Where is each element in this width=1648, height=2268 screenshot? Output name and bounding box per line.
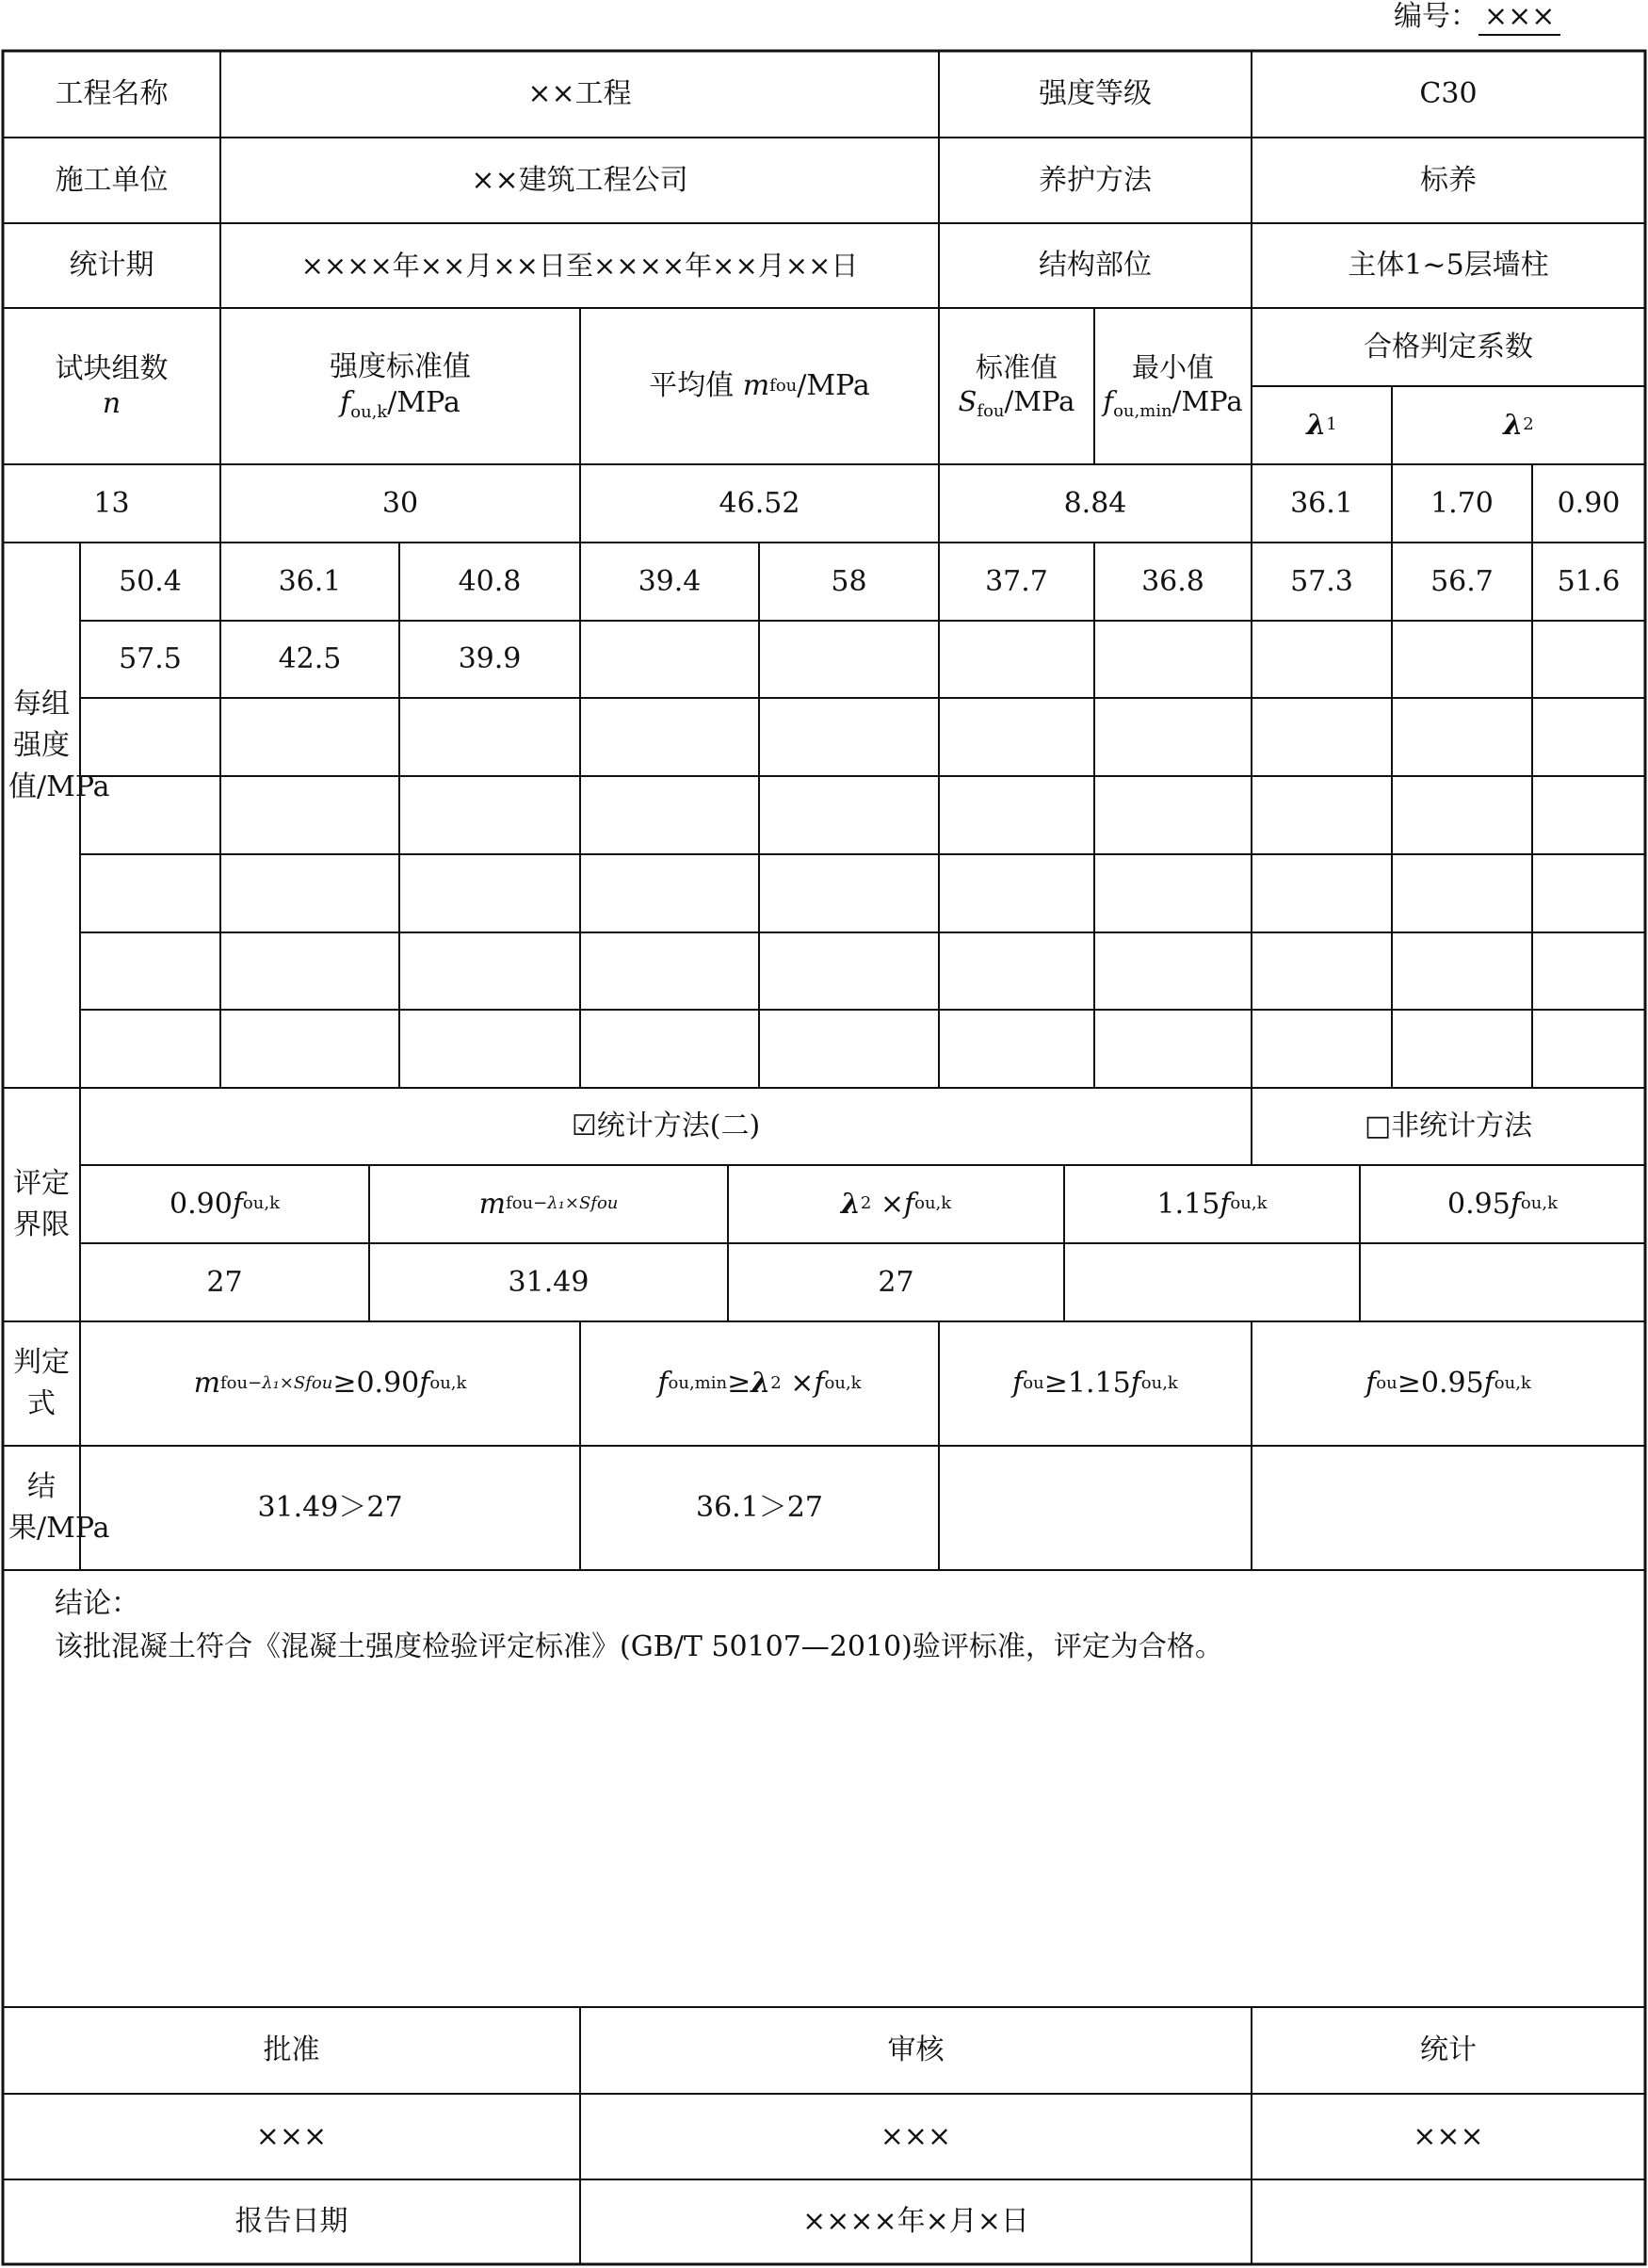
judgement-label	[3, 1321, 80, 1446]
groups-label: 试块组数	[55, 351, 169, 385]
f-symbol: f	[814, 1367, 825, 1401]
builder-label: 施工单位	[55, 163, 169, 197]
result-2: 36.1＞27	[696, 1491, 823, 1525]
conclusion-title: 结论：	[55, 1587, 139, 1620]
lambda1-value: 1.70	[1430, 486, 1494, 520]
oumin-subscript: ou,min	[668, 1372, 728, 1393]
fou-subscript: fou	[220, 1372, 249, 1393]
f-symbol: f	[232, 1187, 243, 1221]
subscript-2: 2	[770, 1372, 782, 1393]
f-symbol: f	[657, 1367, 669, 1401]
evaluation-label	[3, 1088, 80, 1321]
lambda-symbol: λ	[1503, 408, 1524, 442]
mean-value: 46.52	[719, 486, 800, 520]
unit: /MPa	[797, 369, 870, 403]
strength-cell: 51.6	[1557, 564, 1621, 598]
method-non-statistical[interactable]: □非统计方法	[1364, 1110, 1533, 1143]
limit-header-3	[728, 1165, 1064, 1243]
lambda2-value: 0.90	[1557, 486, 1621, 520]
fou-subscript: fou	[506, 1193, 534, 1214]
date-blank	[1252, 2179, 1645, 2264]
lambda-symbol: λ	[751, 1367, 771, 1401]
limit-value-4	[1064, 1243, 1360, 1321]
curing-label: 养护方法	[1039, 163, 1152, 197]
limit-header-2	[369, 1165, 728, 1243]
date-value: ××××年×月×日	[802, 2205, 1029, 2239]
curing-value: 标养	[1420, 163, 1477, 197]
f-symbol: f	[1012, 1367, 1024, 1401]
approve-value: ×××	[255, 2119, 328, 2153]
groups-value: 13	[93, 486, 130, 520]
std-value-symbol	[340, 385, 460, 424]
stat-value: ×××	[1413, 2119, 1484, 2153]
judgement-label-text: 判定式	[13, 1346, 70, 1420]
m-symbol: m	[742, 369, 770, 403]
min-header	[1094, 308, 1252, 464]
strength-cell: 39.9	[458, 642, 522, 676]
f-symbol: f	[1103, 384, 1114, 417]
date-label: 报告日期	[234, 2205, 348, 2239]
s-symbol: S	[958, 384, 977, 417]
sd-symbol	[959, 384, 1075, 423]
limit-header-4	[1064, 1165, 1360, 1243]
ouk-subscript: ou,k	[1230, 1193, 1268, 1214]
f-symbol: f	[1510, 1187, 1521, 1221]
strength-cell: 56.7	[1430, 564, 1494, 598]
strengths-label	[3, 543, 110, 1088]
f-symbol: f	[419, 1367, 430, 1401]
part-label: 结构部位	[1039, 249, 1152, 283]
geq: ≥	[727, 1367, 751, 1401]
subscript-2: 2	[1523, 414, 1534, 435]
result-label	[3, 1446, 110, 1570]
judgement-formula-2	[580, 1321, 939, 1446]
limit-value-5	[1360, 1243, 1645, 1321]
std-value-value: 30	[381, 486, 419, 520]
conclusion-text: 该批混凝土符合《混凝土强度检验评定标准》(GB/T 50107—2010)验评标准，评定为合格。	[55, 1630, 1223, 1663]
ouk-subscript: ou,k	[350, 401, 388, 422]
strength-cell: 40.8	[458, 564, 522, 598]
period-value: ××××年××月××日至××××年××月××日	[300, 249, 859, 282]
strength-cell: 36.1	[278, 564, 342, 598]
lambda2-header	[1392, 386, 1645, 464]
subscript-1: 1	[1326, 414, 1337, 435]
review-value: ×××	[880, 2119, 952, 2153]
judgement-formula-4	[1252, 1321, 1645, 1446]
project-name-label: 工程名称	[55, 77, 169, 111]
geq-coef: ≥1.15	[1043, 1367, 1131, 1401]
strength-cell: 36.8	[1141, 564, 1204, 598]
min-symbol	[1103, 384, 1242, 423]
evaluation-label-text: 评定界限	[13, 1167, 70, 1241]
f-symbol: f	[1483, 1367, 1495, 1401]
coef: 0.95	[1447, 1187, 1511, 1221]
lambda-symbol: λ	[840, 1187, 861, 1221]
coef: 0.90	[170, 1187, 233, 1221]
superscript: −λ₁×S	[248, 1372, 306, 1393]
lambda-symbol: λ	[1306, 408, 1327, 442]
geq-coef: ≥0.95	[1397, 1367, 1484, 1401]
geq-coef: ≥0.90	[332, 1367, 420, 1401]
conclusion	[55, 1582, 1599, 1669]
sd-header	[939, 308, 1094, 464]
min-value: 36.1	[1290, 486, 1353, 520]
limit-value-3: 27	[878, 1265, 914, 1299]
ouk-subscript: ou,k	[1494, 1372, 1531, 1393]
mean-header	[580, 308, 939, 464]
std-value-label: 强度标准值	[330, 350, 471, 383]
ouk-subscript: ou,k	[1140, 1372, 1178, 1393]
strength-cell: 39.4	[638, 564, 702, 598]
ouk-subscript: ou,k	[1520, 1193, 1558, 1214]
strength-cell: 42.5	[278, 642, 342, 676]
strength-cell: 50.4	[119, 564, 182, 598]
unit: /MPa	[1171, 384, 1243, 417]
stat-label: 统计	[1420, 2033, 1477, 2067]
factor-label: 合格判定系数	[1364, 330, 1533, 364]
coef: 1.15	[1156, 1187, 1220, 1221]
fou-sub: fou	[305, 1372, 333, 1393]
result-1: 31.49＞27	[257, 1491, 403, 1525]
times: ×	[880, 1187, 904, 1221]
ouk-subscript: ou,k	[242, 1193, 280, 1214]
unit: /MPa	[1004, 384, 1075, 417]
ouk-subscript: ou,k	[824, 1372, 862, 1393]
std-value-header	[220, 308, 580, 464]
unit: /MPa	[387, 385, 460, 419]
sd-value: 8.84	[1063, 486, 1127, 520]
f-symbol: f	[1220, 1187, 1231, 1221]
subscript-2: 2	[860, 1193, 872, 1214]
min-label: 最小值	[1131, 350, 1214, 383]
approve-label: 批准	[263, 2033, 320, 2067]
serial-value: ×××	[1478, 0, 1560, 36]
f-symbol: f	[904, 1187, 915, 1221]
part-value: 主体1~5层墙柱	[1348, 249, 1549, 283]
judgement-formula-1	[80, 1321, 580, 1446]
serial-label: 编号：	[1394, 0, 1478, 33]
m-symbol: m	[478, 1187, 507, 1221]
method-statistical[interactable]: ☑统计方法(二)	[571, 1110, 761, 1143]
result-3	[939, 1446, 1252, 1570]
limit-value-2: 31.49	[508, 1265, 590, 1299]
strength-cell: 58	[831, 564, 867, 598]
ouk-subscript: ou,k	[914, 1193, 952, 1214]
fou-subscript: fou	[977, 400, 1005, 421]
fou-sub: fou	[590, 1193, 619, 1214]
fou-subscript: fou	[769, 375, 798, 396]
ou-subscript: ou	[1023, 1372, 1044, 1393]
grade-value: C30	[1419, 77, 1478, 111]
result-label-text: 结果/MPa	[8, 1470, 110, 1545]
strengths-label-text: 每组强度值/MPa	[8, 688, 110, 803]
f-symbol: f	[340, 385, 351, 419]
limit-value-1: 27	[206, 1265, 243, 1299]
ouk-subscript: ou,k	[429, 1372, 467, 1393]
review-label: 审核	[887, 2033, 945, 2067]
judgement-formula-3	[939, 1321, 1252, 1446]
limit-header-1	[80, 1165, 369, 1243]
ou-subscript: ou	[1376, 1372, 1398, 1393]
period-label: 统计期	[69, 249, 154, 283]
mean-label: 平均值	[649, 369, 735, 403]
result-4	[1252, 1446, 1645, 1570]
times: ×	[790, 1367, 815, 1401]
project-name-value: ××工程	[527, 77, 632, 111]
groups-header	[3, 308, 220, 464]
limit-header-5	[1360, 1165, 1645, 1243]
strength-cell: 57.3	[1290, 564, 1353, 598]
m-symbol: m	[193, 1367, 221, 1401]
groups-symbol: n	[102, 387, 121, 420]
oumin-subscript: ou,min	[1113, 400, 1172, 421]
superscript: −λ₁×S	[533, 1193, 591, 1214]
builder-value: ××建筑工程公司	[471, 163, 688, 197]
strength-cell: 57.5	[119, 642, 182, 676]
lambda1-header	[1252, 386, 1392, 464]
f-symbol: f	[1365, 1367, 1377, 1401]
f-symbol: f	[1130, 1367, 1141, 1401]
strength-cell: 37.7	[985, 564, 1048, 598]
grade-label: 强度等级	[1039, 77, 1152, 111]
sd-label: 标准值	[975, 350, 1058, 383]
